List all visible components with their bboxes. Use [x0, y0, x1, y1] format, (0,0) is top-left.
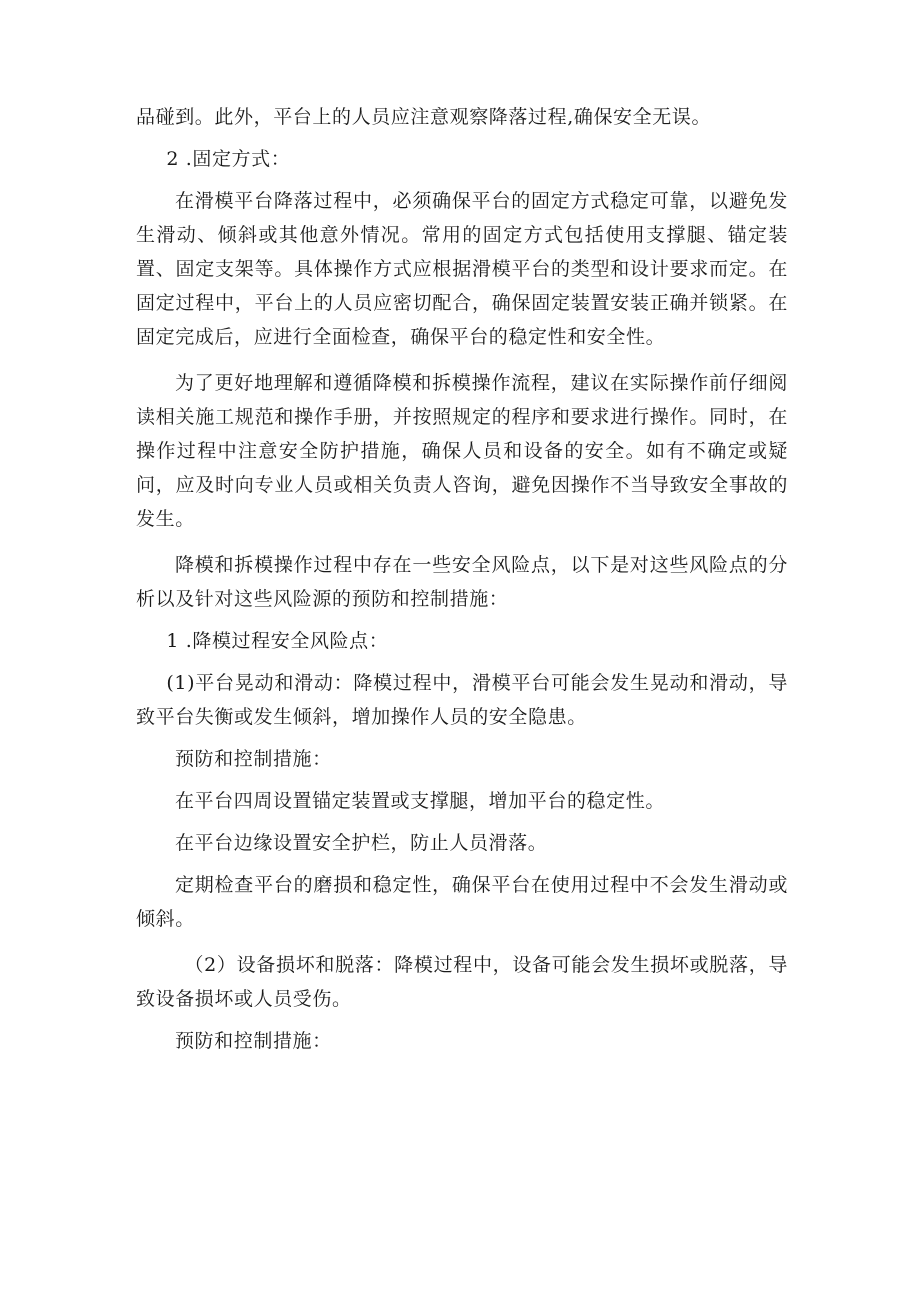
measure-item: 在平台边缘设置安全护栏，防止人员滑落。 — [174, 832, 548, 854]
risk-item-platform-sway: (1)平台晃动和滑动：降模过程中，滑模平台可能会发生晃动和滑动，导致平台失衡或发生倾斜，增加操作人员的安全隐患。 — [136, 672, 788, 728]
document-page — [136, 100, 788, 1066]
section-heading-fixing-method: 2 .固定方式： — [166, 148, 291, 170]
paragraph-operation-advice: 为了更好地理解和遵循降模和拆模操作流程，建议在实际操作前仔细阅读相关施工规范和操作手册，并按照规定的程序和要求进行操作。同时，在操作过程中注意安全防护措施，确保人员和设备的安全。如有不确定或疑问，应及时向专业人员或相关负责人咨询，避免因操作不当导致安全事故的发生。 — [136, 372, 788, 530]
paragraph-risk-intro: 降模和拆模操作过程中存在一些安全风险点，以下是对这些风险点的分析以及针对这些风险源的预防和控制措施： — [136, 554, 788, 610]
section-heading-lowering-risks: 1 .降模过程安全风险点： — [166, 630, 389, 652]
risk-item-equipment-damage: （2）设备损坏和脱落：降模过程中，设备可能会发生损坏或脱落，导致设备损坏或人员受伤。 — [136, 954, 788, 1010]
measure-item: 在平台四周设置锚定装置或支撑腿，增加平台的稳定性。 — [174, 790, 665, 812]
measures-heading: 预防和控制措施： — [174, 748, 332, 770]
measure-item: 定期检查平台的磨损和稳定性，确保平台在使用过程中不会发生滑动或倾斜。 — [136, 874, 788, 930]
paragraph-continuation: 品碰到。此外，平台上的人员应注意观察降落过程,确保安全无误。 — [136, 106, 712, 128]
measures-heading: 预防和控制措施： — [174, 1030, 332, 1052]
paragraph-fixing-method: 在滑模平台降落过程中，必须确保平台的固定方式稳定可靠，以避免发生滑动、倾斜或其他意外情况。常用的固定方式包括使用支撑腿、锚定装置、固定支架等。具体操作方式应根据滑模平台的类型和设计要求而定。在固定过程中，平台上的人员应密切配合，确保固定装置安装正确并锁紧。在固定完成后，应进行全面检查，确保平台的稳定性和安全性。 — [136, 190, 788, 348]
